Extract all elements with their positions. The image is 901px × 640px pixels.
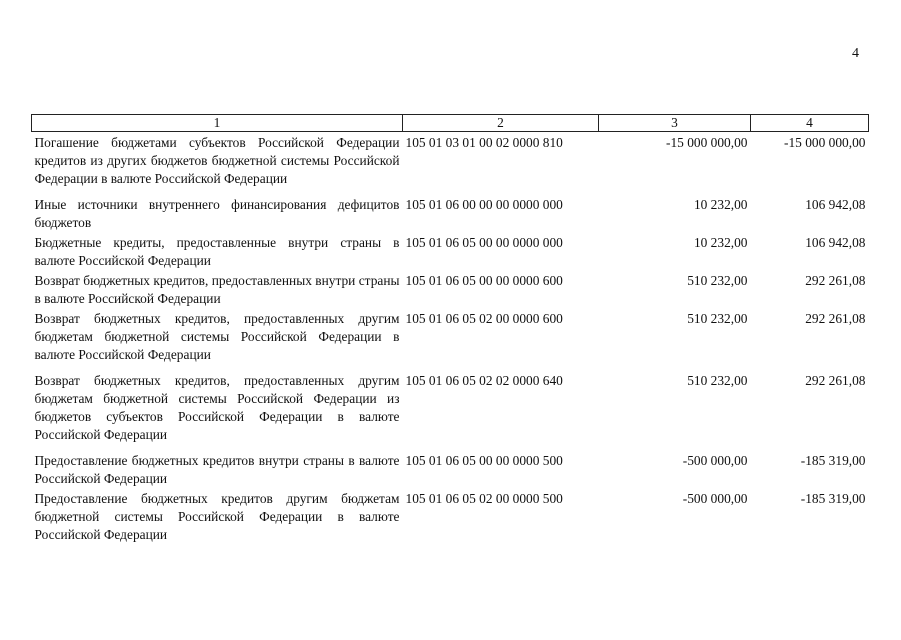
table-header [32,115,869,132]
row-value-col4: -185 319,00 [800,491,866,506]
row-value-col3: 510 232,00 [687,311,748,326]
column-header-2: 2 [403,115,599,132]
column-header-1: 1 [32,115,403,132]
budget-sources-table [31,114,869,544]
table-row [32,450,869,488]
row-description: Погашение бюджетами субъектов Российской Федерации кредитов из других бюджетов бюджетной системы Российской Федерации в валюте Российской Федерации [34,135,400,186]
row-code: 105 01 06 00 00 00 0000 000 [405,197,563,212]
table-row [32,132,869,195]
row-code: 105 01 03 01 00 02 0000 810 [405,135,563,150]
table-row [32,370,869,450]
page-number: 4 [852,46,859,61]
row-value-col4: 106 942,08 [805,197,866,212]
row-value-col4: 292 261,08 [805,311,866,326]
row-value-col3: 10 232,00 [693,197,748,212]
column-header-3: 3 [599,115,751,132]
table-body [32,132,869,545]
row-value-col4: -185 319,00 [800,453,866,468]
header-row [32,115,869,132]
row-value-col4: 292 261,08 [805,373,866,388]
row-code: 105 01 06 05 02 00 0000 600 [405,311,563,326]
table-row [32,308,869,370]
row-code: 105 01 06 05 02 00 0000 500 [405,491,563,506]
row-value-col3: -15 000 000,00 [666,135,748,150]
row-value-col3: 510 232,00 [687,273,748,288]
table-row [32,232,869,270]
row-value-col3: 510 232,00 [687,373,748,388]
row-description: Предоставление бюджетных кредитов другим бюджетам бюджетной системы Российской Федерации в валюте Российской Федерации [34,491,400,542]
row-description: Иные источники внутреннего финансирования дефицитов бюджетов [34,197,400,230]
column-header-4: 4 [751,115,869,132]
row-value-col4: 292 261,08 [805,273,866,288]
row-value-col3: -500 000,00 [682,453,748,468]
row-value-col3: -500 000,00 [682,491,748,506]
row-value-col4: -15 000 000,00 [784,135,866,150]
row-description: Бюджетные кредиты, предоставленные внутри страны в валюте Российской Федерации [34,235,400,268]
row-code: 105 01 06 05 00 00 0000 000 [405,235,563,250]
table-row [32,488,869,544]
row-value-col3: 10 232,00 [693,235,748,250]
row-description: Возврат бюджетных кредитов, предоставленных другим бюджетам бюджетной системы Российской Федерации в валюте Российской Федерации [34,311,400,362]
row-description: Возврат бюджетных кредитов, предоставленных другим бюджетам бюджетной системы Российской Федерации из бюджетов субъектов Российской Федерации в валюте Российской Федерации [34,373,400,442]
row-description: Предоставление бюджетных кредитов внутри страны в валюте Российской Федерации [34,453,400,486]
row-description: Возврат бюджетных кредитов, предоставленных внутри страны в валюте Российской Федерации [34,273,400,306]
row-code: 105 01 06 05 02 02 0000 640 [405,373,563,388]
row-value-col4: 106 942,08 [805,235,866,250]
table-row [32,194,869,232]
row-code: 105 01 06 05 00 00 0000 500 [405,453,563,468]
table-row [32,270,869,308]
row-code: 105 01 06 05 00 00 0000 600 [405,273,563,288]
